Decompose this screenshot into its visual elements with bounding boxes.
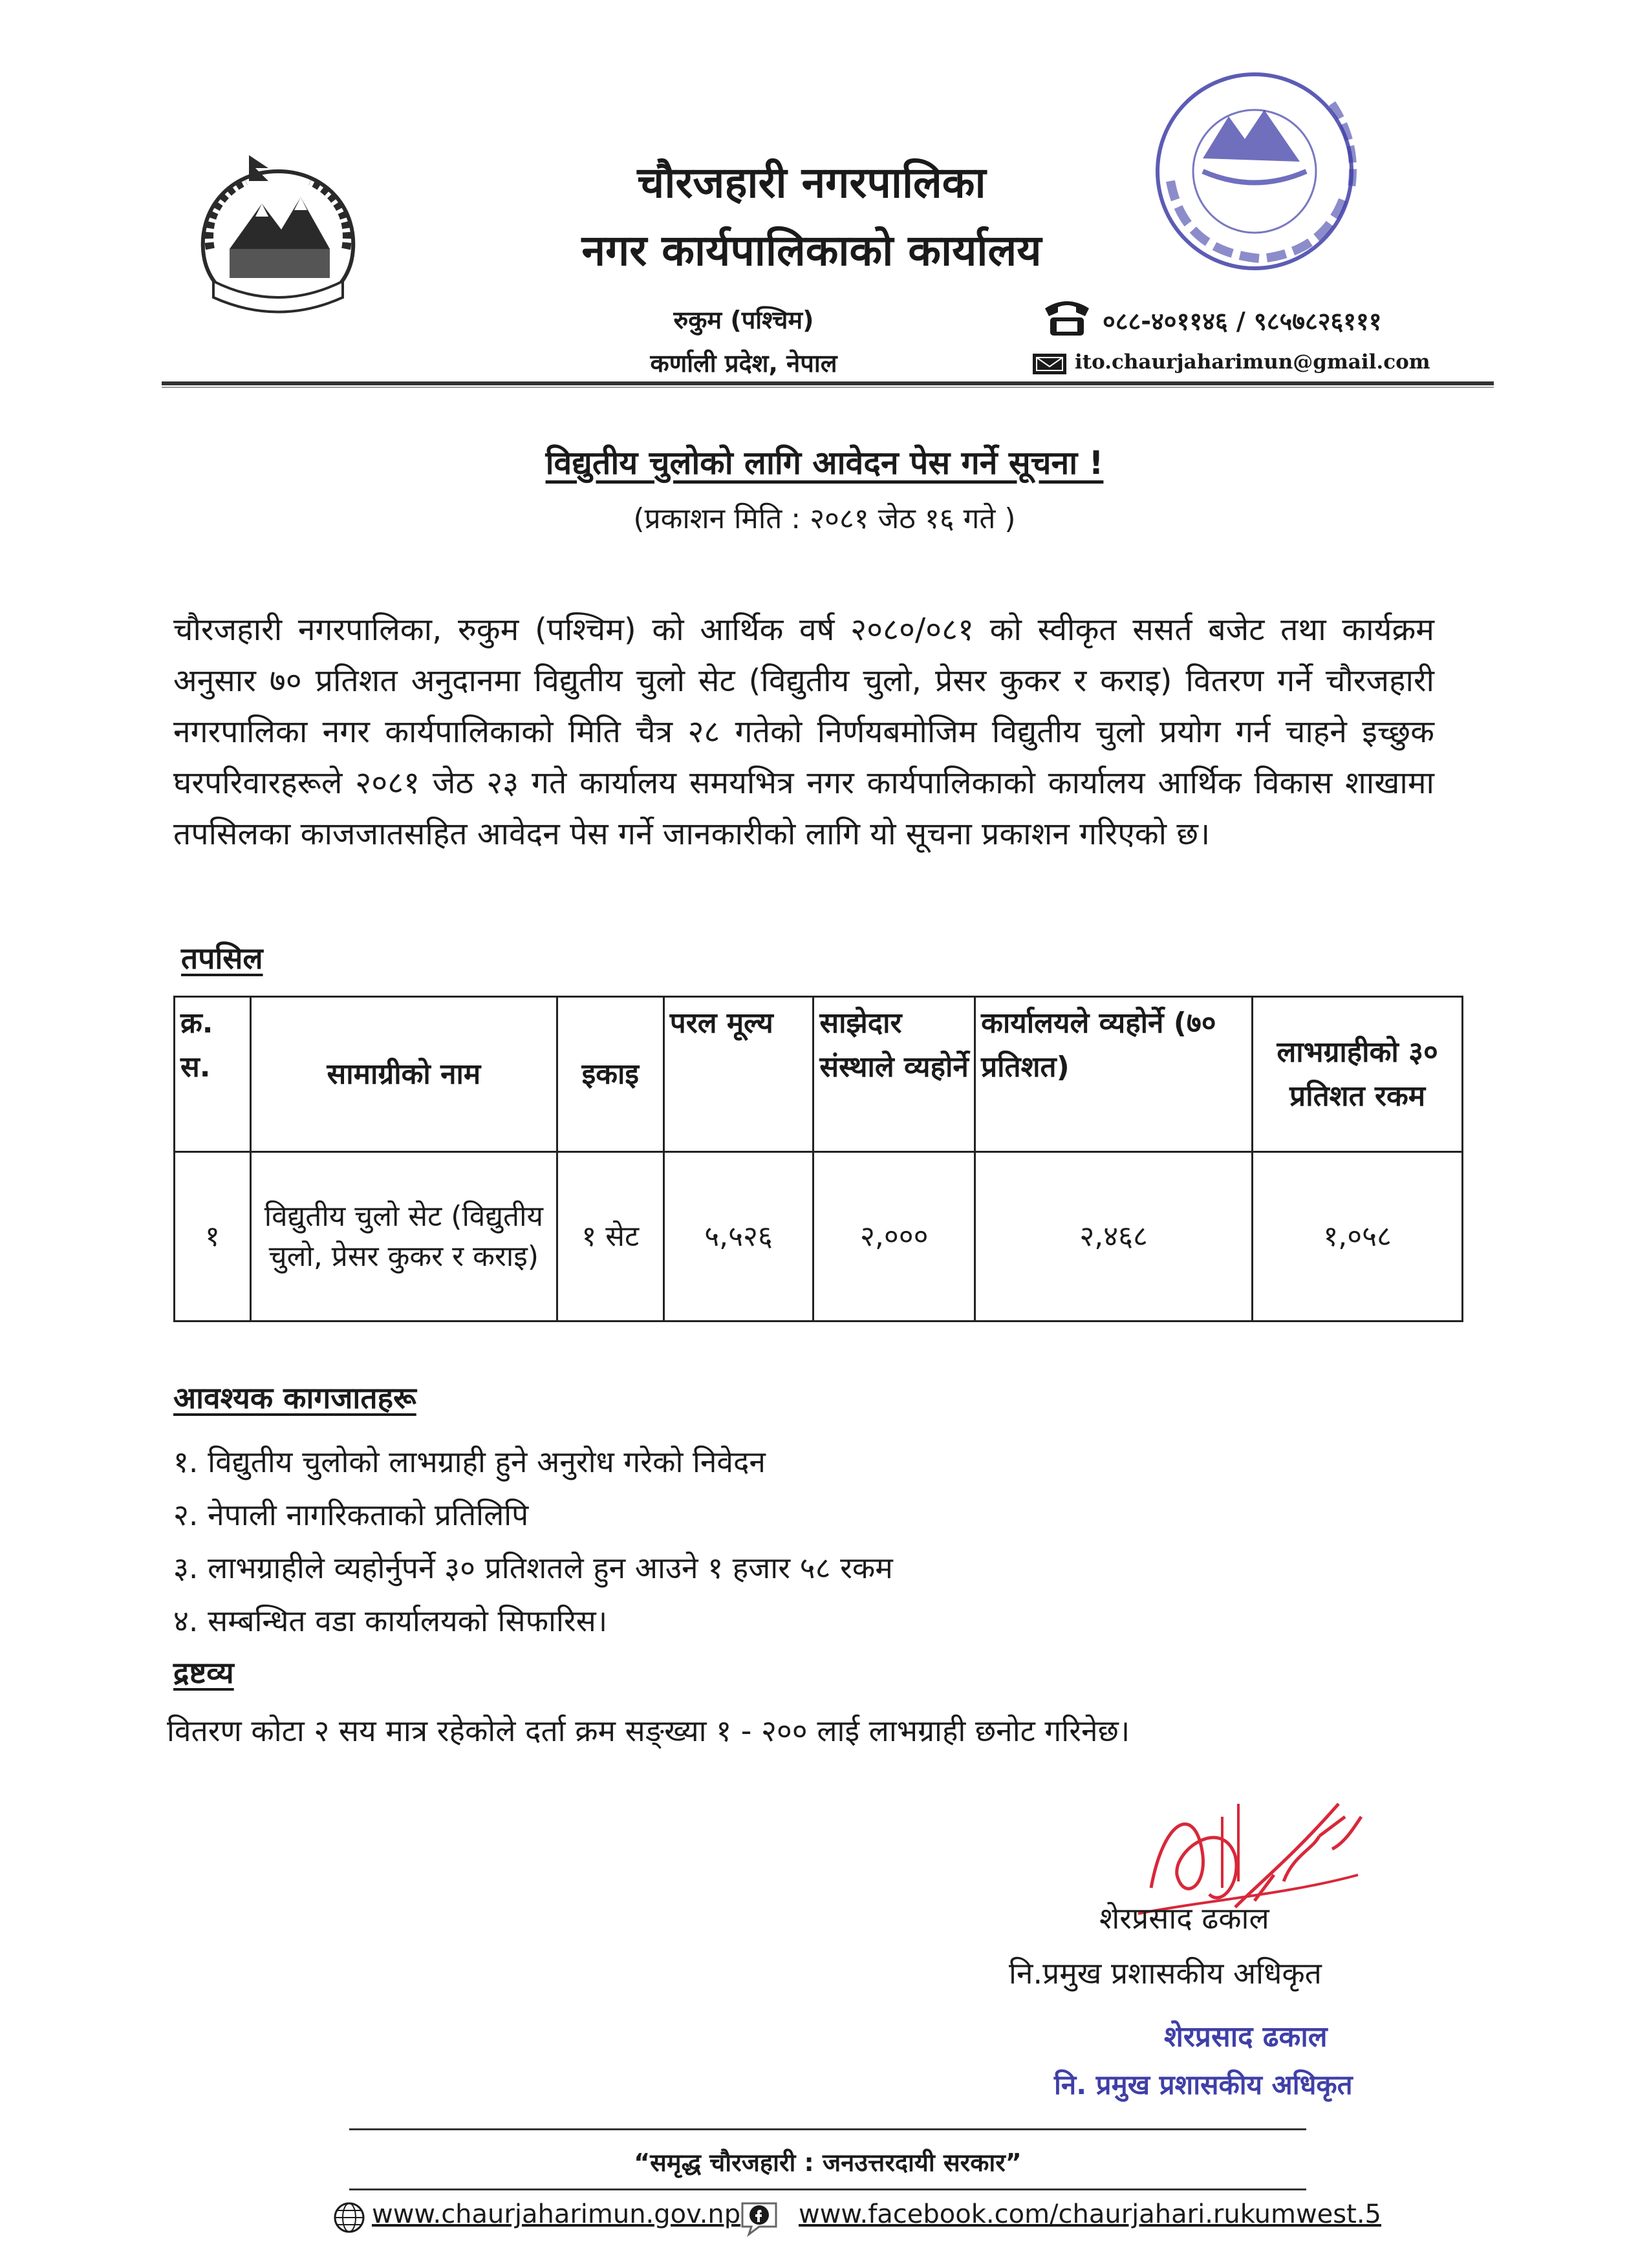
cell-serial: १ xyxy=(175,1152,251,1321)
requirements-heading: आवश्यक कागजातहरू xyxy=(173,1380,416,1415)
cell-item-name: विद्युतीय चुलो सेट (विद्युतीय चुलो, प्रेसर कुकर र कराइ) xyxy=(250,1152,557,1321)
list-item: १. विद्युतीय चुलोको लाभग्राही हुने अनुरोध गरेको निवेदन xyxy=(173,1444,766,1479)
notice-title-text: विद्युतीय चुलोको लागि आवेदन पेस गर्ने सूचना ! xyxy=(545,444,1104,482)
publication-date: (प्रकाशन मिति : २०८१ जेठ १६ गते ) xyxy=(633,502,1016,535)
address-district: रुकुम (पश्चिम) xyxy=(673,306,814,334)
footer-divider-bottom xyxy=(349,2188,1306,2190)
col-office-share: कार्यालयले व्यहोर्ने (७० प्रतिशत) xyxy=(975,997,1253,1152)
col-serial: क्र. स. xyxy=(175,997,251,1152)
col-cost-price: परल मूल्य xyxy=(663,997,814,1152)
details-table xyxy=(173,996,1463,1322)
cell-cost-price: ५,५२६ xyxy=(663,1152,814,1321)
cell-beneficiary-share: १,०५८ xyxy=(1253,1152,1463,1321)
col-unit: इकाइ xyxy=(557,997,663,1152)
office-name: नगर कार्यपालिकाको कार्यालय xyxy=(581,226,1042,275)
stamp-title: नि. प्रमुख प्रशासकीय अधिकृत xyxy=(1054,2069,1353,2101)
footer-divider-top xyxy=(349,2128,1306,2130)
cell-office-share: २,४६८ xyxy=(975,1152,1253,1321)
note-text: वितरण कोटा २ सय मात्र रहेकोले दर्ता क्रम सङ्ख्या १ - २०० लाई लाभग्राही छनोट गरिनेछ। xyxy=(167,1713,1130,1748)
notice-body: चौरजहारी नगरपालिका, रुकुम (पश्चिम) को आर्थिक वर्ष २०८०/०८१ को स्वीकृत ससर्त बजेट तथा कार्यक्रम अनुसार ७० प्रतिशत अनुदानमा विद्युतीय चुलो सेट (विद्युतीय चुलो, प्रेसर कुकर र कराइ) वितरण गर्ने चौरजहारी नगरपालिका नगर कार्यपालिकाको मिति चैत्र २८ गतेको निर्णयबमोजिम विद्युतीय चुलो प्रयोग गर्न चाहने इच्छुक घरपरिवारहरूले २०८१ जेठ २३ गते कार्यालय समयभित्र नगर कार्यपालिकाको कार्यालय आर्थिक विकास शाखामा तपसिलका काजजातसहित आवेदन पेस गर्ने जानकारीको लागि यो सूचना प्रकाशन गरिएको छ। xyxy=(173,612,1434,852)
requirements-list xyxy=(173,1435,893,1647)
notice-title xyxy=(259,440,1390,484)
facebook-link[interactable]: www.facebook.com/chaurjahari.rukumwest.5 xyxy=(799,2199,1381,2229)
col-beneficiary-share: लाभग्राहीको ३० प्रतिशत रकम xyxy=(1253,997,1463,1152)
facebook-icon xyxy=(737,2198,781,2237)
cell-unit: १ सेट xyxy=(557,1152,663,1321)
address-province: कर्णाली प्रदेश, नेपाल xyxy=(650,349,837,378)
header-divider-shadow xyxy=(162,387,1494,388)
footer-slogan: “समृद्ध चौरजहारी : जनउत्तरदायी सरकार” xyxy=(634,2148,1022,2177)
signatory-title: नि.प्रमुख प्रशासकीय अधिकृत xyxy=(1009,1956,1322,1991)
header-divider xyxy=(162,381,1494,385)
signatory-name: शेरप्रसाद ढकाल xyxy=(1099,1901,1269,1936)
col-item-name: सामाग्रीको नाम xyxy=(250,997,557,1152)
email-icon xyxy=(1031,352,1068,376)
list-item: ४. सम्बन्धित वडा कार्यालयको सिफारिस। xyxy=(173,1603,608,1638)
table-row xyxy=(175,1152,1463,1321)
municipality-seal-stamp xyxy=(1132,65,1377,278)
col-partner-share: साझेदार संस्थाले व्यहोर्ने xyxy=(814,997,975,1152)
table-heading: तपसिल xyxy=(181,941,263,976)
table-header-row xyxy=(175,997,1463,1152)
org-name: चौरजहारी नगरपालिका xyxy=(637,158,986,208)
note-heading: द्रष्टव्य xyxy=(173,1655,234,1690)
stamp-name: शेरप्रसाद ढकाल xyxy=(1164,2020,1328,2053)
list-item: ३. लाभग्राहीले व्यहोर्नुपर्ने ३० प्रतिशतले हुन आउने १ हजार ५८ रकम xyxy=(173,1550,893,1585)
website-link[interactable]: www.chaurjaharimun.gov.np xyxy=(372,2199,741,2229)
globe-icon xyxy=(333,2201,365,2234)
list-item: २. नेपाली नागरिकताको प्रतिलिपि xyxy=(173,1497,529,1532)
cell-partner-share: २,००० xyxy=(814,1152,975,1321)
phone-icon xyxy=(1041,294,1093,338)
phone-numbers: ०८८-४०११४६ / ९८५७८२६१११ xyxy=(1103,307,1382,336)
government-emblem-icon xyxy=(184,152,372,323)
email-address: ito.chaurjaharimun@gmail.com xyxy=(1075,350,1430,374)
